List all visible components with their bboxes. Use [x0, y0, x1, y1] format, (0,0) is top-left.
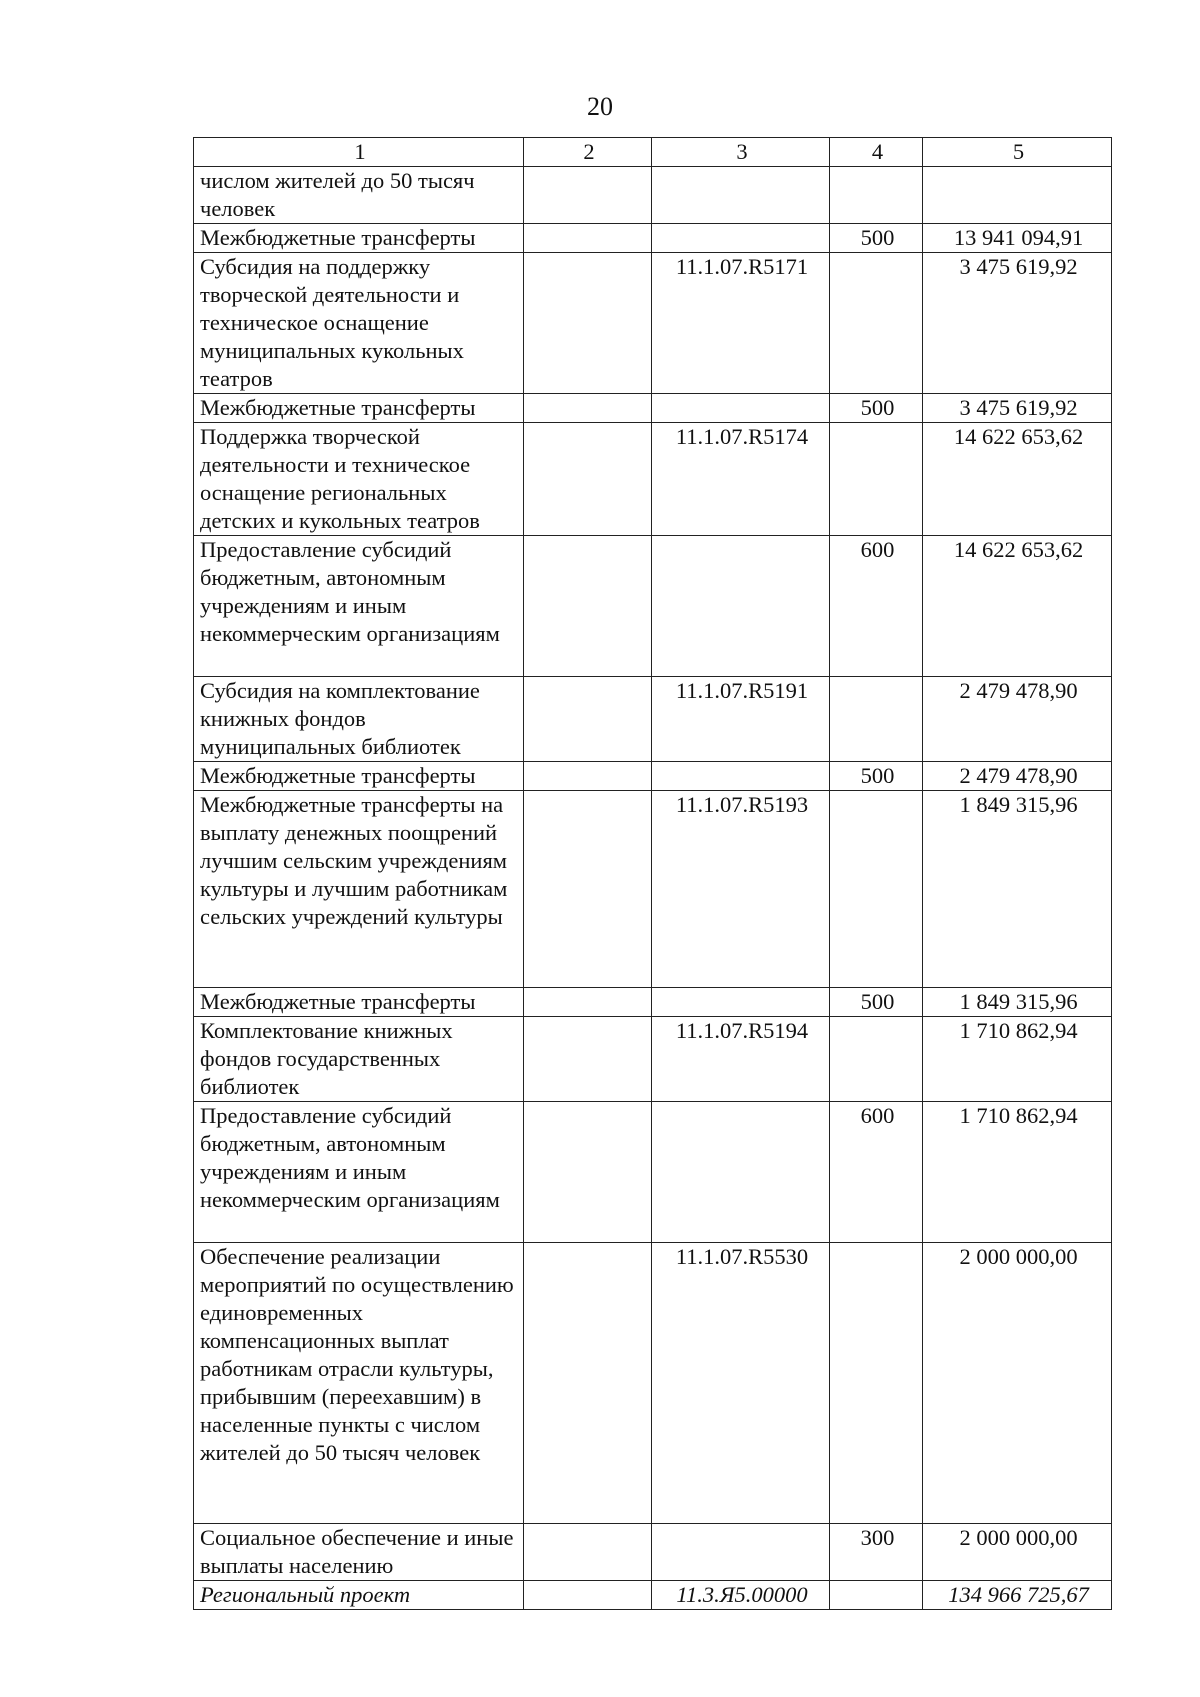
column-header-3: 3: [652, 138, 830, 167]
item-name: Межбюджетные трансферты: [194, 988, 524, 1017]
target-code: [652, 1102, 830, 1243]
table-row: [194, 988, 1112, 1017]
table-row: [194, 677, 1112, 762]
amount: 3 475 619,92: [923, 253, 1112, 394]
expense-type-code: [830, 253, 923, 394]
amount: 14 622 653,62: [923, 536, 1112, 677]
table-row: [194, 1017, 1112, 1102]
target-code: [652, 536, 830, 677]
item-name: Субсидия на комплектование книжных фондов муниципальных библиотек: [194, 677, 524, 762]
table-row: [194, 791, 1112, 988]
target-code: [652, 224, 830, 253]
page-number: 20: [587, 92, 613, 121]
target-code: 11.3.Я5.00000: [652, 1581, 830, 1610]
table-row: [194, 536, 1112, 677]
expense-type-code: 500: [830, 224, 923, 253]
table-row: [194, 1524, 1112, 1581]
target-code: 11.1.07.R5191: [652, 677, 830, 762]
cell-col-2: [524, 1581, 652, 1610]
budget-table: [193, 137, 1112, 1610]
table-row: [194, 762, 1112, 791]
table-row: [194, 253, 1112, 394]
cell-col-2: [524, 1017, 652, 1102]
expense-type-code: [830, 167, 923, 224]
cell-col-2: [524, 167, 652, 224]
item-name: Социальное обеспечение и иные выплаты населению: [194, 1524, 524, 1581]
cell-col-2: [524, 791, 652, 988]
table-row: [194, 1102, 1112, 1243]
item-name: Межбюджетные трансферты на выплату денежных поощрений лучшим сельским учреждениям культуры и лучшим работникам сельских учреждений культуры: [194, 791, 524, 988]
cell-col-2: [524, 394, 652, 423]
target-code: 11.1.07.R5194: [652, 1017, 830, 1102]
item-name: Поддержка творческой деятельности и техническое оснащение региональных детских и кукольных театров: [194, 423, 524, 536]
table-row: [194, 423, 1112, 536]
amount: 1 849 315,96: [923, 988, 1112, 1017]
target-code: 11.1.07.R5174: [652, 423, 830, 536]
target-code: [652, 988, 830, 1017]
amount: 134 966 725,67: [923, 1581, 1112, 1610]
target-code: 11.1.07.R5530: [652, 1243, 830, 1524]
target-code: 11.1.07.R5193: [652, 791, 830, 988]
item-name: Межбюджетные трансферты: [194, 394, 524, 423]
item-name: Предоставление субсидий бюджетным, автономным учреждениям и иным некоммерческим организациям: [194, 536, 524, 677]
item-name: Межбюджетные трансферты: [194, 224, 524, 253]
expense-type-code: [830, 791, 923, 988]
item-name: Обеспечение реализации мероприятий по осуществлению единовременных компенсационных выплат работникам отрасли культуры, прибывшим (переехавшим) в населенные пункты с числом жителей до 50 тысяч человек: [194, 1243, 524, 1524]
expense-type-code: [830, 1243, 923, 1524]
cell-col-2: [524, 1524, 652, 1581]
item-name: Региональный проект: [194, 1581, 524, 1610]
target-code: 11.1.07.R5171: [652, 253, 830, 394]
column-header-4: 4: [830, 138, 923, 167]
expense-type-code: 600: [830, 536, 923, 677]
cell-col-2: [524, 1243, 652, 1524]
cell-col-2: [524, 677, 652, 762]
column-header-5: 5: [923, 138, 1112, 167]
expense-type-code: [830, 1017, 923, 1102]
table-row: [194, 224, 1112, 253]
amount: 1 710 862,94: [923, 1017, 1112, 1102]
expense-type-code: 500: [830, 762, 923, 791]
amount: 2 000 000,00: [923, 1243, 1112, 1524]
amount: 1 710 862,94: [923, 1102, 1112, 1243]
expense-type-code: [830, 677, 923, 762]
cell-col-2: [524, 536, 652, 677]
cell-col-2: [524, 224, 652, 253]
cell-col-2: [524, 253, 652, 394]
cell-col-2: [524, 762, 652, 791]
table-header-row: [194, 138, 1112, 167]
amount: 2 479 478,90: [923, 762, 1112, 791]
amount: 13 941 094,91: [923, 224, 1112, 253]
expense-type-code: 300: [830, 1524, 923, 1581]
table-row: [194, 394, 1112, 423]
cell-col-2: [524, 988, 652, 1017]
target-code: [652, 167, 830, 224]
item-name: Предоставление субсидий бюджетным, автономным учреждениям и иным некоммерческим организациям: [194, 1102, 524, 1243]
target-code: [652, 762, 830, 791]
cell-col-2: [524, 423, 652, 536]
expense-type-code: 600: [830, 1102, 923, 1243]
item-name: Субсидия на поддержку творческой деятельности и техническое оснащение муниципальных кукольных театров: [194, 253, 524, 394]
expense-type-code: [830, 1581, 923, 1610]
amount: 2 479 478,90: [923, 677, 1112, 762]
item-name: числом жителей до 50 тысяч человек: [194, 167, 524, 224]
item-name: Межбюджетные трансферты: [194, 762, 524, 791]
column-header-2: 2: [524, 138, 652, 167]
table-row: [194, 1581, 1112, 1610]
column-header-1: 1: [194, 138, 524, 167]
amount: 1 849 315,96: [923, 791, 1112, 988]
cell-col-2: [524, 1102, 652, 1243]
expense-type-code: 500: [830, 988, 923, 1017]
amount: [923, 167, 1112, 224]
expense-type-code: 500: [830, 394, 923, 423]
table-row: [194, 167, 1112, 224]
amount: 2 000 000,00: [923, 1524, 1112, 1581]
target-code: [652, 394, 830, 423]
target-code: [652, 1524, 830, 1581]
item-name: Комплектование книжных фондов государственных библиотек: [194, 1017, 524, 1102]
amount: 14 622 653,62: [923, 423, 1112, 536]
table-row: [194, 1243, 1112, 1524]
amount: 3 475 619,92: [923, 394, 1112, 423]
expense-type-code: [830, 423, 923, 536]
